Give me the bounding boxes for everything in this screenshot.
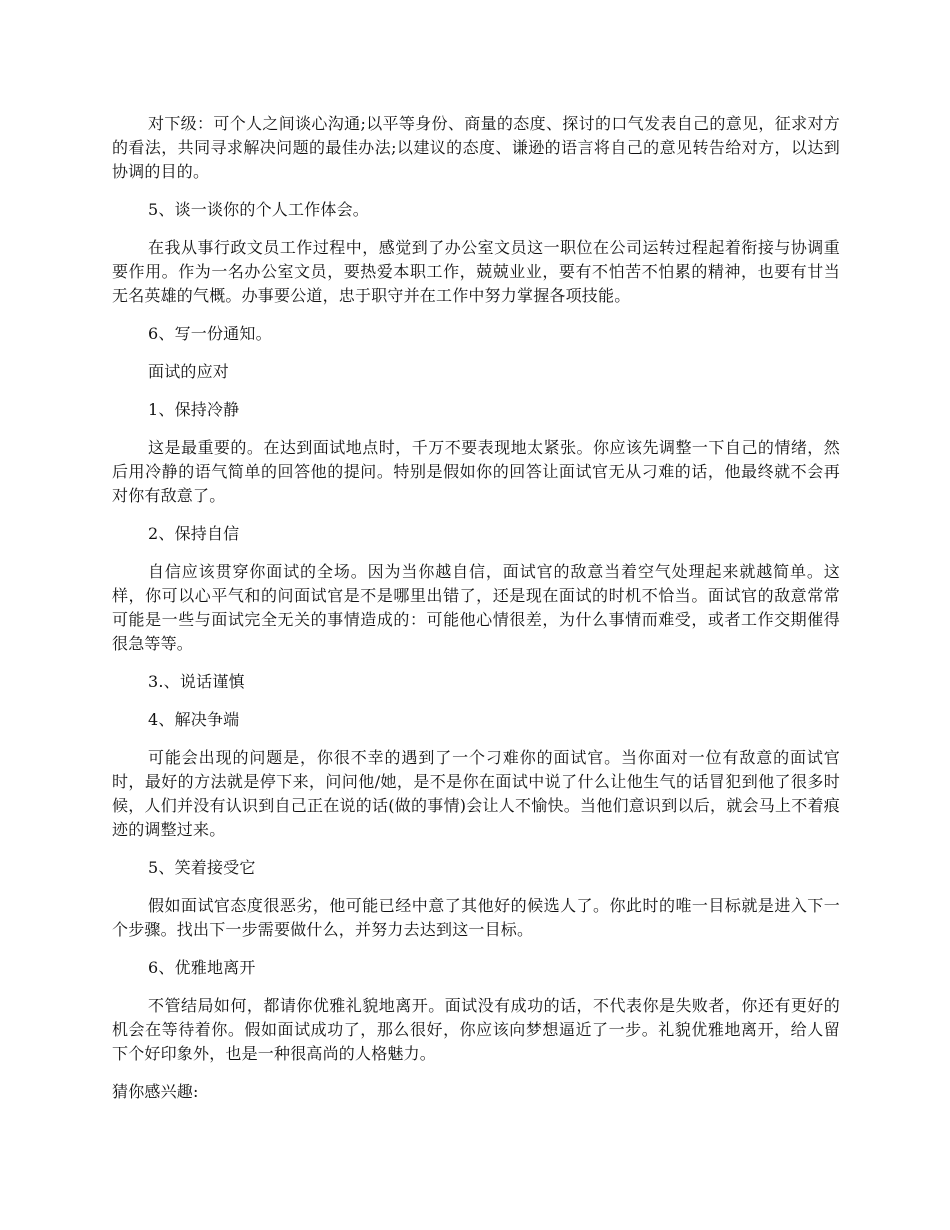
heading-leave-gracefully: 6、优雅地离开 — [148, 958, 256, 977]
paragraph-work-experience: 在我从事行政文员工作过程中，感觉到了办公室文员这一职位在公司运转过程起着衔接与协调重要作用。作为一名办公室文员，要热爱本职工作，兢兢业业，要有不怕苦不怕累的精神，也要有甘当无名英雄的气概。办事要公道，忠于职守并在工作中努力掌握各项技能。 — [112, 238, 840, 305]
paragraph-stay-calm: 这是最重要的。在达到面试地点时，千万不要表现地太紧张。你应该先调整一下自己的情绪，然后用冷静的语气简单的回答他的提问。特别是假如你的回答让面试官无从刁难的话，他最终就不会再对你有敌意了。 — [112, 438, 840, 505]
heading-resolve-dispute: 4、解决争端 — [148, 710, 240, 729]
you-may-be-interested-label: 猜你感兴趣: — [112, 1082, 199, 1101]
heading-interview-response: 面试的应对 — [148, 362, 230, 381]
paragraph-stay-confident: 自信应该贯穿你面试的全场。因为当你越自信，面试官的敌意当着空气处理起来就越简单。这样，你可以心平气和的问面试官是不是哪里出错了，还是现在面试的时机不恰当。面试官的敌意常常可能是一些与面试完全无关的事情造成的：可能他心情很差，为什么事情而难受，或者工作交期催得很急等等。 — [112, 562, 840, 653]
paragraph-leave-gracefully: 不管结局如何，都请你优雅礼貌地离开。面试没有成功的话，不代表你是失败者，你还有更好的机会在等待着你。假如面试成功了，那么很好，你应该向梦想逼近了一步。礼貌优雅地离开，给人留下个好印象外，也是一种很高尚的人格魅力。 — [112, 996, 840, 1063]
heading-stay-calm: 1、保持冷静 — [148, 400, 240, 419]
paragraph-accept-with-smile: 假如面试官态度很恶劣，他可能已经中意了其他好的候选人了。你此时的唯一目标就是进入下一个步骤。找出下一步需要做什么，并努力去达到这一目标。 — [112, 896, 840, 939]
heading-write-notice: 6、写一份通知。 — [148, 324, 272, 343]
paragraph-subordinate-communication: 对下级：可个人之间谈心沟通;以平等身份、商量的态度、探讨的口气发表自己的意见，征求对方的看法，共同寻求解决问题的最佳办法;以建议的态度、谦逊的语言将自己的意见转告给对方，以达到协调的目的。 — [112, 114, 840, 181]
paragraph-resolve-dispute: 可能会出现的问题是，你很不幸的遇到了一个刁难你的面试官。当你面对一位有敌意的面试官时，最好的方法就是停下来，问问他/她，是不是你在面试中说了什么让他生气的话冒犯到他了很多时候，人们并没有认识到自己正在说的话(做的事情)会让人不愉快。当他们意识到以后，就会马上不着痕迹的调整过来。 — [112, 748, 840, 839]
document-page — [112, 112, 840, 1118]
heading-stay-confident: 2、保持自信 — [148, 524, 240, 543]
heading-speak-carefully: 3.、说话谨慎 — [148, 672, 245, 691]
heading-accept-with-smile: 5、笑着接受它 — [148, 858, 256, 877]
heading-work-experience-question: 5、谈一谈你的个人工作体会。 — [148, 200, 369, 219]
